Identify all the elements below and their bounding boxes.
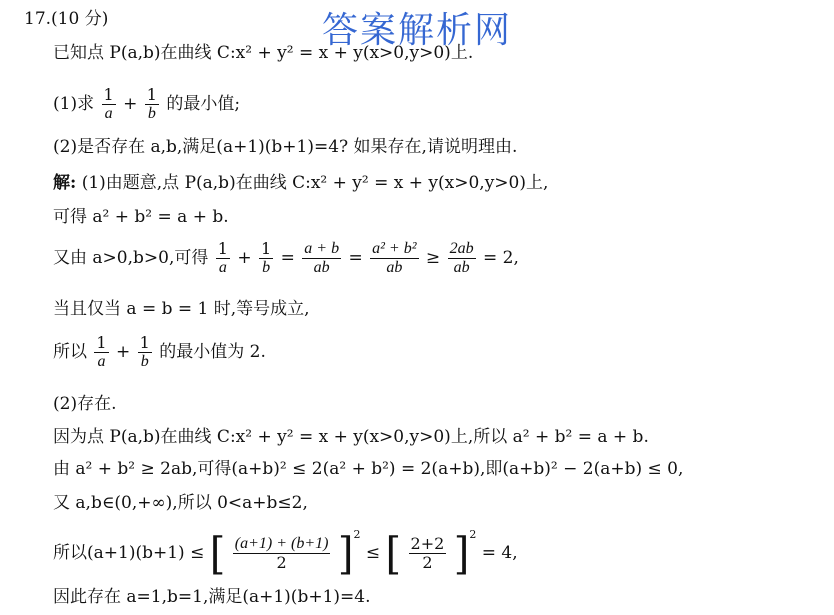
fraction-2ab-over-ab: $\frac{2ab}{ab}$ [449, 240, 474, 276]
problem-number: 17.(10 分) [24, 9, 109, 29]
fraction-1-over-a: $\frac{1}{a}$ [217, 239, 228, 276]
fraction-sum-over-ab: $\frac{a + b}{ab}$ [304, 240, 340, 276]
solution-line-10: 所以(a+1)(b+1) ≤ [ $\frac{(a+1) + (b+1)}{2}$ ]$^2$ ≤ [ $\frac{2+2}{2}$ ]$^2$ = 4, [53, 528, 518, 579]
left-bracket: [ [209, 528, 226, 579]
solution-line-11: 因此存在 a=1,b=1,满足(a+1)(b+1)=4. [53, 587, 371, 607]
plus-sign: + [123, 94, 138, 114]
solution-line-3: 又由 a>0,b>0,可得 $\frac{1}{a}$ + $\frac{1}{b}$ = $\frac{a + b}{ab}$ = $\frac{\text{a² + b²}}{ab}$ ≥ $\frac{2ab}{ab}$ = 2, [53, 239, 519, 276]
fraction-1-over-a: $\frac{1}{a}$ [103, 85, 114, 122]
solution-line-9: 又 a,b∈(0,+∞),所以 0<a+b≤2, [53, 493, 308, 513]
solution-line-5: 所以 $\frac{1}{a}$ + $\frac{1}{b}$ 的最小值为 2. [53, 333, 266, 370]
fraction-squares-over-ab: $\frac{\text{a² + b²}}{ab}$ [372, 240, 417, 276]
right-bracket: ] [337, 528, 354, 579]
solution-line-2: 可得 a² + b² = a + b. [53, 207, 229, 227]
solution-line-1: 解: (1)由题意,点 P(a,b)在曲线 C:x² + y² = x + y(x>0,y>0)上, [53, 173, 549, 193]
solution-line-8: 由 a² + b² ≥ 2ab,可得(a+b)² ≤ 2(a² + b²) = 2(a+b),即(a+b)² − 2(a+b) ≤ 0, [53, 459, 684, 479]
solution-line-7: 因为点 P(a,b)在曲线 C:x² + y² = x + y(x>0,y>0)上,所以 a² + b² = a + b. [53, 427, 649, 447]
fraction-big-over-2: $\frac{(a+1) + (b+1)}{2}$ [234, 535, 329, 572]
q1-prefix: (1)求 [53, 94, 95, 114]
right-bracket: ] [453, 528, 470, 579]
problem-stem: 已知点 P(a,b)在曲线 C:x² + y² = x + y(x>0,y>0)上. [53, 43, 474, 63]
watermark: 答案解析网 [322, 10, 513, 51]
q1-suffix: 的最小值; [166, 94, 241, 114]
solution-line-4: 当且仅当 a = b = 1 时,等号成立, [53, 299, 310, 319]
fraction-1-over-b: $\frac{1}{b}$ [146, 85, 157, 122]
solution-label: 解: [53, 173, 77, 193]
fraction-4-over-2: $\frac{2+2}{2}$ [410, 534, 445, 572]
question-1 [53, 86, 240, 123]
fraction-1-over-b: $\frac{1}{b}$ [261, 239, 272, 276]
left-bracket: [ [385, 528, 402, 579]
fraction-1-over-b: $\frac{1}{b}$ [139, 333, 150, 370]
solution-line-6: (2)存在. [53, 394, 117, 414]
question-2: (2)是否存在 a,b,满足(a+1)(b+1)=4? 如果存在,请说明理由. [53, 137, 518, 157]
fraction-1-over-a: $\frac{1}{a}$ [96, 333, 107, 370]
